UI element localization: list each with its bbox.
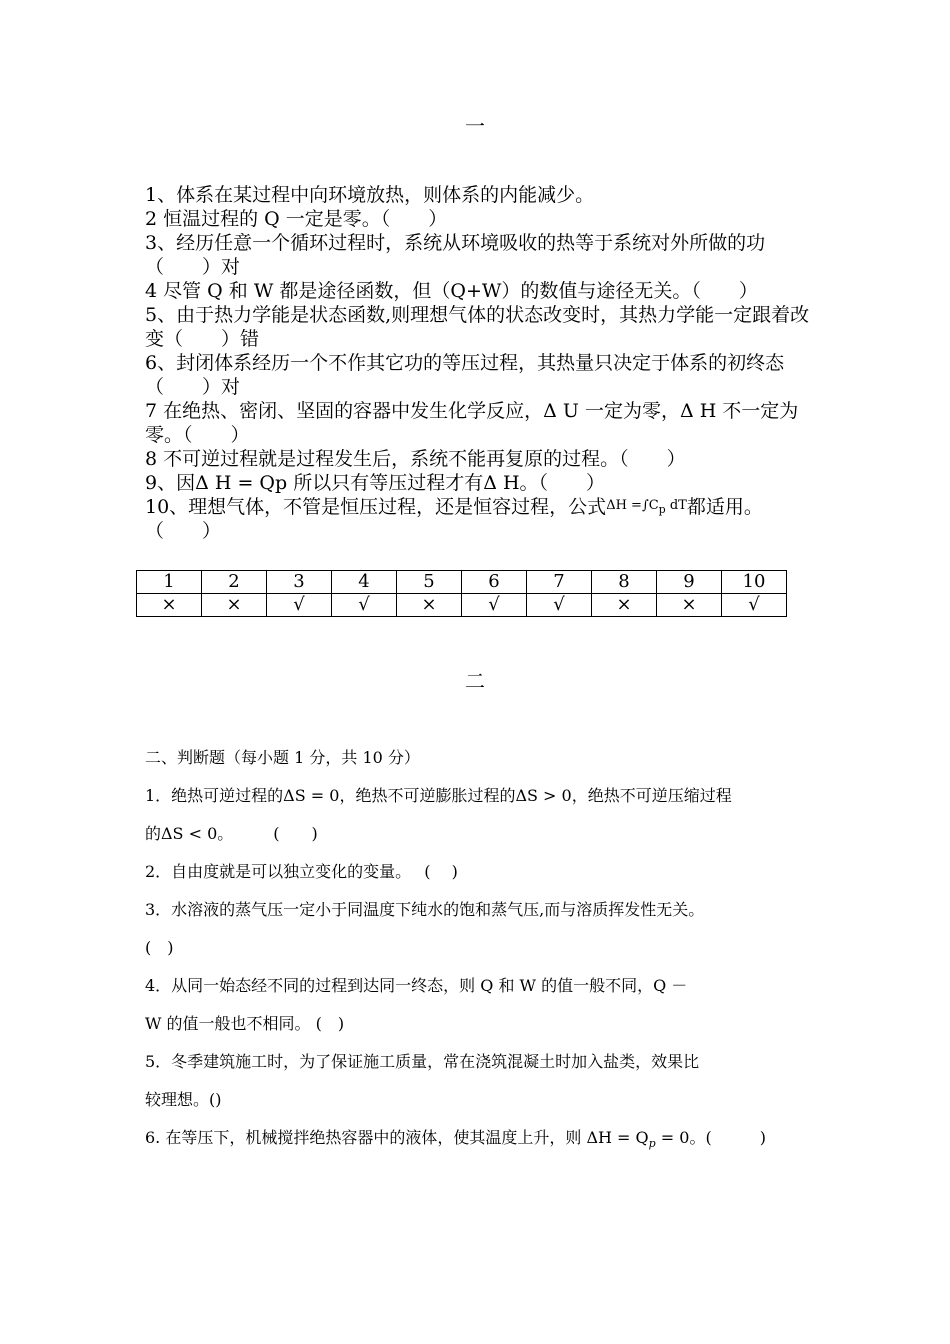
section2-line: 较理想。() (145, 1090, 222, 1109)
table-cell: 2 (202, 571, 267, 594)
table-cell: √ (462, 594, 527, 617)
line6-text: 6. 在等压下，机械搅拌绝热容器中的液体，使其温度上升，则 ΔH = Q (145, 1128, 649, 1147)
answer-table (136, 570, 787, 617)
section2-line: 3．水溶液的蒸气压一定小于同温度下纯水的饱和蒸气压,而与溶质挥发性无关。 (145, 900, 705, 919)
formula-subscript: p (658, 503, 666, 516)
question-2: 2 恒温过程的 Q 一定是零。（ ） (145, 208, 448, 230)
section2-questions (145, 745, 810, 1163)
section2-line: 的ΔS < 0。 ( ) (145, 824, 318, 843)
table-cell: √ (332, 594, 397, 617)
table-cell: 3 (267, 571, 332, 594)
table-cell: × (137, 594, 202, 617)
table-cell: 10 (722, 571, 787, 594)
table-cell: 5 (397, 571, 462, 594)
answer-table-answers-row (137, 594, 787, 617)
question-6: 6、封闭体系经历一个不作其它功的等压过程，其热量只决定于体系的初终态（ ）对 (145, 352, 785, 398)
section2-heading: 二 (465, 669, 485, 693)
question-10-text: 10、理想气体，不管是恒压过程，还是恒容过程，公式 (145, 496, 607, 518)
formula-dt: dT (669, 498, 687, 513)
question-3: 3、经历任意一个循环过程时，系统从环境吸收的热等于系统对外所做的功（ ）对 (145, 232, 766, 278)
table-cell: √ (267, 594, 332, 617)
table-cell: × (202, 594, 267, 617)
formula-lhs: ΔH = (606, 498, 642, 513)
question-10-tail: 都适用。（ ） (145, 496, 763, 542)
table-cell: × (657, 594, 722, 617)
section1-questions (145, 183, 810, 543)
section2-line: 2．自由度就是可以独立变化的变量。 ( ) (145, 862, 458, 881)
table-cell: × (397, 594, 462, 617)
question-10 (145, 495, 810, 543)
table-cell: 4 (332, 571, 397, 594)
section2-line-6 (145, 1125, 810, 1163)
table-cell: × (592, 594, 657, 617)
question-4: 4 尽管 Q 和 W 都是途径函数，但（Q+W）的数值与途径无关。（ ） (145, 280, 758, 302)
section2-line: 1．绝热可逆过程的ΔS = 0，绝热不可逆膨胀过程的ΔS > 0，绝热不可逆压缩过程 (145, 786, 732, 805)
section1-heading: 一 (465, 114, 485, 138)
question-7: 7 在绝热、密闭、坚固的容器中发生化学反应，Δ U 一定为零，Δ H 不一定为零。（ ） (145, 400, 799, 446)
line6-tail: = 0。( ) (655, 1128, 766, 1147)
question-1: 1、体系在某过程中向环境放热，则体系的内能减少。 (145, 184, 595, 206)
answer-table-numbers-row (137, 571, 787, 594)
question-8: 8 不可逆过程就是过程发生后，系统不能再复原的过程。（ ） (145, 448, 686, 470)
section2-line: W 的值一般也不相同。 ( ) (145, 1014, 345, 1033)
enthalpy-formula (606, 499, 687, 517)
section2-line: ( ) (145, 938, 174, 957)
table-cell: 9 (657, 571, 722, 594)
table-cell: 8 (592, 571, 657, 594)
question-9: 9、因Δ H = Qp 所以只有等压过程才有Δ H。（ ） (145, 472, 606, 494)
question-5: 5、由于热力学能是状态函数,则理想气体的状态改变时，其热力学能一定跟着改变（ ）错 (145, 304, 810, 350)
formula-integral: ∫C (641, 498, 659, 513)
table-cell: 7 (527, 571, 592, 594)
table-cell: 1 (137, 571, 202, 594)
section2-line: 4．从同一始态经不同的过程到达同一终态，则 Q 和 W 的值一般不同，Q － (145, 976, 688, 995)
section2-title: 二、判断题（每小题 1 分，共 10 分） (145, 748, 420, 767)
line6-subscript: p (648, 1137, 656, 1150)
table-cell: √ (722, 594, 787, 617)
table-cell: 6 (462, 571, 527, 594)
section2-line: 5．冬季建筑施工时，为了保证施工质量，常在浇筑混凝土时加入盐类，效果比 (145, 1052, 700, 1071)
table-cell: √ (527, 594, 592, 617)
